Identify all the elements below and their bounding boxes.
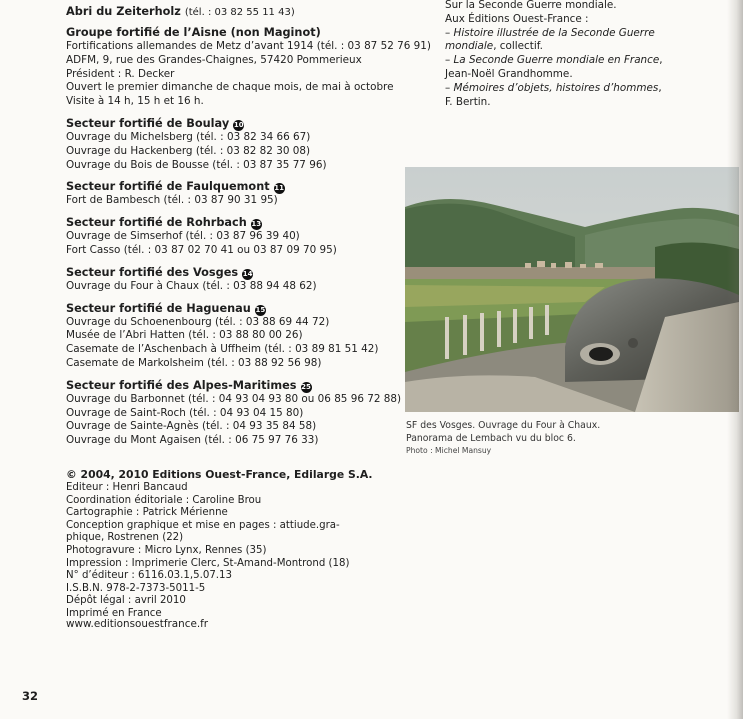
sector-alpes-maritimes <box>66 378 411 448</box>
sector-number-badge: 15 <box>255 305 266 314</box>
landscape-photo <box>405 167 739 412</box>
sector-item: Ouvrage de Sainte-Agnès (tél. : 04 93 35 84 58) <box>66 420 317 433</box>
colophon-line: Impression : Imprimerie Clerc, St-Amand-Montrond (18) <box>66 557 350 569</box>
sector-faulquemont <box>66 179 411 208</box>
sector-item: Fort Casso (tél. : 03 87 02 70 41 ou 03 87 09 70 95) <box>66 243 337 256</box>
aisne-line-2: ADFM, 9, rue des Grandes-Chaignes, 57420 Pommerieux <box>66 53 362 66</box>
sector-item: Ouvrage du Michelsberg (tél. : 03 82 34 66 67) <box>66 130 311 143</box>
colophon-line: N° d’éditeur : 6116.03.1,5.07.13 <box>66 570 233 582</box>
bibliography <box>445 0 715 109</box>
dash: – <box>445 81 454 94</box>
photo-caption <box>406 420 726 456</box>
biblio-line <box>445 40 715 54</box>
copyright-line: © 2004, 2010 Editions Ouest-France, Edilarge S.A. <box>66 468 373 481</box>
aisne-line-1: Fortifications allemandes de Metz d’avant 1914 (tél. : 03 87 52 76 91) <box>66 40 431 52</box>
left-column <box>66 0 431 455</box>
sector-item: Ouvrage du Bois de Bousse (tél. : 03 87 35 77 96) <box>66 158 327 171</box>
sector-item: Ouvrage du Four à Chaux (tél. : 03 88 94 48 62) <box>66 279 317 292</box>
bunker-turret-illustration <box>405 167 739 412</box>
dash: – <box>445 54 454 67</box>
sector-rohrbach <box>66 215 411 258</box>
sector-number-badge: 10 <box>233 120 244 129</box>
sector-title-text: Secteur fortifié de Rohrbach <box>66 216 247 230</box>
aisne-line-5: Visite à 14 h, 15 h et 16 h. <box>66 95 204 108</box>
dash: – <box>445 26 454 39</box>
colophon-line: phique, Rostrenen (22) <box>66 532 184 544</box>
colophon-line: Coordination éditoriale : Caroline Brou <box>66 494 262 506</box>
colophon-line: Cartographie : Patrick Mérienne <box>66 507 228 519</box>
sector-boulay <box>66 116 411 172</box>
book-title: La Seconde Guerre mondiale en France <box>453 54 660 67</box>
colophon-line: Conception graphique et mise en pages : attiude.gra- <box>66 519 340 531</box>
sector-title <box>66 215 411 230</box>
aisne-title: Groupe fortifié de l’Aisne (non Maginot) <box>66 26 321 39</box>
publisher-website-link[interactable]: www.editionsouestfrance.fr <box>66 618 209 630</box>
sector-title <box>66 116 411 131</box>
punct: , <box>659 54 663 67</box>
sector-item: Casemate de l’Aschenbach à Uffheim (tél. : 03 89 81 51 42) <box>66 343 379 356</box>
biblio-line: Aux Éditions Ouest-France : <box>445 12 589 25</box>
sector-item: Musée de l’Abri Hatten (tél. : 03 88 80 00 26) <box>66 329 303 342</box>
colophon-line: Editeur : Henri Bancaud <box>66 482 188 493</box>
colophon-line: Imprimé en France <box>66 607 162 619</box>
aisne-line-4: Ouvert le premier dimanche de chaque mois, de mai à octobre <box>66 81 394 94</box>
book-title: Histoire illustrée de la Seconde Guerre <box>453 26 655 39</box>
sector-number-badge: 13 <box>251 220 262 229</box>
sector-title <box>66 179 411 194</box>
colophon-line: Photogravure : Micro Lynx, Rennes (35) <box>66 544 267 556</box>
caption-line-1: SF des Vosges. Ouvrage du Four à Chaux. <box>406 420 601 431</box>
punct: , <box>658 81 662 94</box>
abri-line <box>66 4 411 20</box>
book-title: mondiale <box>445 40 494 53</box>
sector-title-text: Secteur fortifié de Haguenau <box>66 301 251 315</box>
sector-title-text: Secteur fortifié de Boulay <box>66 116 230 130</box>
biblio-line <box>445 82 715 96</box>
sector-title-text: Secteur fortifié des Vosges <box>66 265 239 279</box>
sector-item: Ouvrage de Saint-Roch (tél. : 04 93 04 15 80) <box>66 406 304 419</box>
abri-title: Abri du Zeiterholz <box>66 5 181 18</box>
page-number: 32 <box>22 689 39 703</box>
page-gutter-shadow <box>727 0 743 719</box>
sector-item: Casemate de Markolsheim (tél. : 03 88 92 56 98) <box>66 356 322 369</box>
sector-number-badge: 11 <box>274 184 285 193</box>
sector-item: Fort de Bambesch (tél. : 03 87 90 31 95) <box>66 194 278 207</box>
sector-title <box>66 265 411 280</box>
sector-title-text: Secteur fortifié des Alpes-Maritimes <box>66 378 297 392</box>
colophon-line: Dépôt légal : avril 2010 <box>66 595 186 607</box>
biblio-line: Sur la Seconde Guerre mondiale. <box>445 0 617 11</box>
sector-vosges <box>66 265 411 294</box>
biblio-line <box>445 27 715 41</box>
sector-title <box>66 301 411 316</box>
sector-number-badge: 25 <box>301 382 311 391</box>
sector-title <box>66 378 411 393</box>
colophon <box>66 468 396 621</box>
sector-item: Ouvrage du Mont Agaisen (tél. : 06 75 97 76 33) <box>66 434 319 447</box>
colophon-line: I.S.B.N. 978-2-7373-5011-5 <box>66 582 206 594</box>
sector-item: Ouvrage de Simserhof (tél. : 03 87 96 39 40) <box>66 230 300 243</box>
biblio-line: Jean-Noël Grandhomme. <box>445 67 573 80</box>
sector-item: Ouvrage du Schoenenbourg (tél. : 03 88 69 44 72) <box>66 315 330 328</box>
abri-tel: (tél. : 03 82 55 11 43) <box>184 7 295 18</box>
book-title: Mémoires d’objets, histoires d’hommes <box>453 81 659 94</box>
caption-line-2: Panorama de Lembach vu du bloc 6. <box>406 432 576 444</box>
photo-credit: Photo : Michel Mansuy <box>406 446 492 456</box>
aisne-block <box>66 25 431 109</box>
aisne-line-3: Président : R. Decker <box>66 67 175 80</box>
sector-item: Ouvrage du Hackenberg (tél. : 03 82 82 30 08) <box>66 144 311 157</box>
sector-haguenau <box>66 301 411 371</box>
author: , collectif. <box>493 40 543 53</box>
biblio-line <box>445 54 715 68</box>
biblio-line: F. Bertin. <box>445 95 491 108</box>
sector-item: Ouvrage du Barbonnet (tél. : 04 93 04 93 80 ou 06 85 96 72 88) <box>66 392 402 405</box>
sector-number-badge: 14 <box>242 269 253 278</box>
sector-title-text: Secteur fortifié de Faulquemont <box>66 180 270 194</box>
